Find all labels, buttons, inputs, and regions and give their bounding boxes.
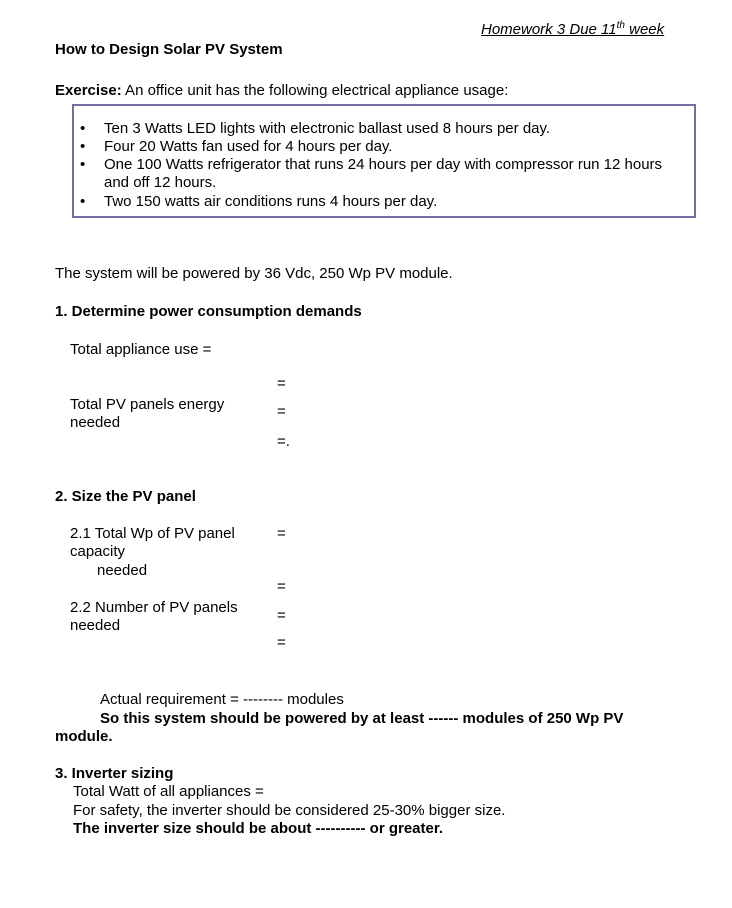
total-wp-label: 2.1 Total Wp of PV panel capacity (70, 525, 235, 560)
total-wp-needed-label: needed (97, 562, 148, 579)
inverter-safety-note: For safety, the inverter should be considered 25-30% bigger size. (73, 802, 506, 819)
section-3-heading: 3. Inverter sizing (55, 765, 174, 782)
inverter-size-statement: The inverter size should be about ---------- or greater. (73, 820, 444, 837)
total-appliance-use: Total appliance use = (70, 341, 212, 358)
conclusion-line-1: So this system should be powered by at least ------ modules of 250 Wp PV (100, 710, 624, 727)
exercise-text: An office unit has the following electrical appliance usage: (121, 82, 509, 99)
equals-sign: = (277, 578, 286, 595)
list-item: • Ten 3 Watts LED lights with electronic ballast used 8 hours per day. (80, 120, 551, 137)
appliance-list-box (72, 104, 696, 218)
equals-sign: = (277, 403, 286, 420)
equals-sign: =. (277, 433, 290, 450)
equals-sign: = (277, 607, 286, 624)
exercise-label: Exercise: (55, 82, 122, 99)
list-item: • Two 150 watts air conditions runs 4 hours per day. (80, 193, 438, 210)
section-1-heading: 1. Determine power consumption demands (55, 303, 362, 320)
total-watt-appliances: Total Watt of all appliances = (73, 783, 264, 800)
equals-sign: = (277, 375, 286, 392)
bullet-icon: • (80, 138, 86, 155)
bullet-icon: • (80, 120, 86, 137)
conclusion-line-2: module. (55, 728, 113, 745)
exercise-statement (55, 82, 508, 100)
list-item: • One 100 Watts refrigerator that runs 24 hours per day with compressor run 12 hours and off 12 hours. (80, 156, 663, 191)
pv-energy-needed-label: Total PV panels energy needed (70, 396, 225, 431)
list-item: • Four 20 Watts fan used for 4 hours per day. (80, 138, 393, 155)
bullet-icon: • (80, 193, 86, 210)
page-title: How to Design Solar PV System (55, 41, 283, 58)
num-pv-panels-label: 2.2 Number of PV panels needed (70, 599, 238, 634)
equals-sign: = (277, 634, 286, 651)
actual-requirement: Actual requirement = -------- modules (100, 691, 344, 708)
bullet-icon: • (80, 156, 86, 173)
section-2-heading: 2. Size the PV panel (55, 488, 196, 505)
homework-due-label: Homework 3 Due 11th week (481, 20, 665, 38)
equals-sign: = (277, 525, 286, 542)
system-note: The system will be powered by 36 Vdc, 250 Wp PV module. (55, 265, 453, 282)
